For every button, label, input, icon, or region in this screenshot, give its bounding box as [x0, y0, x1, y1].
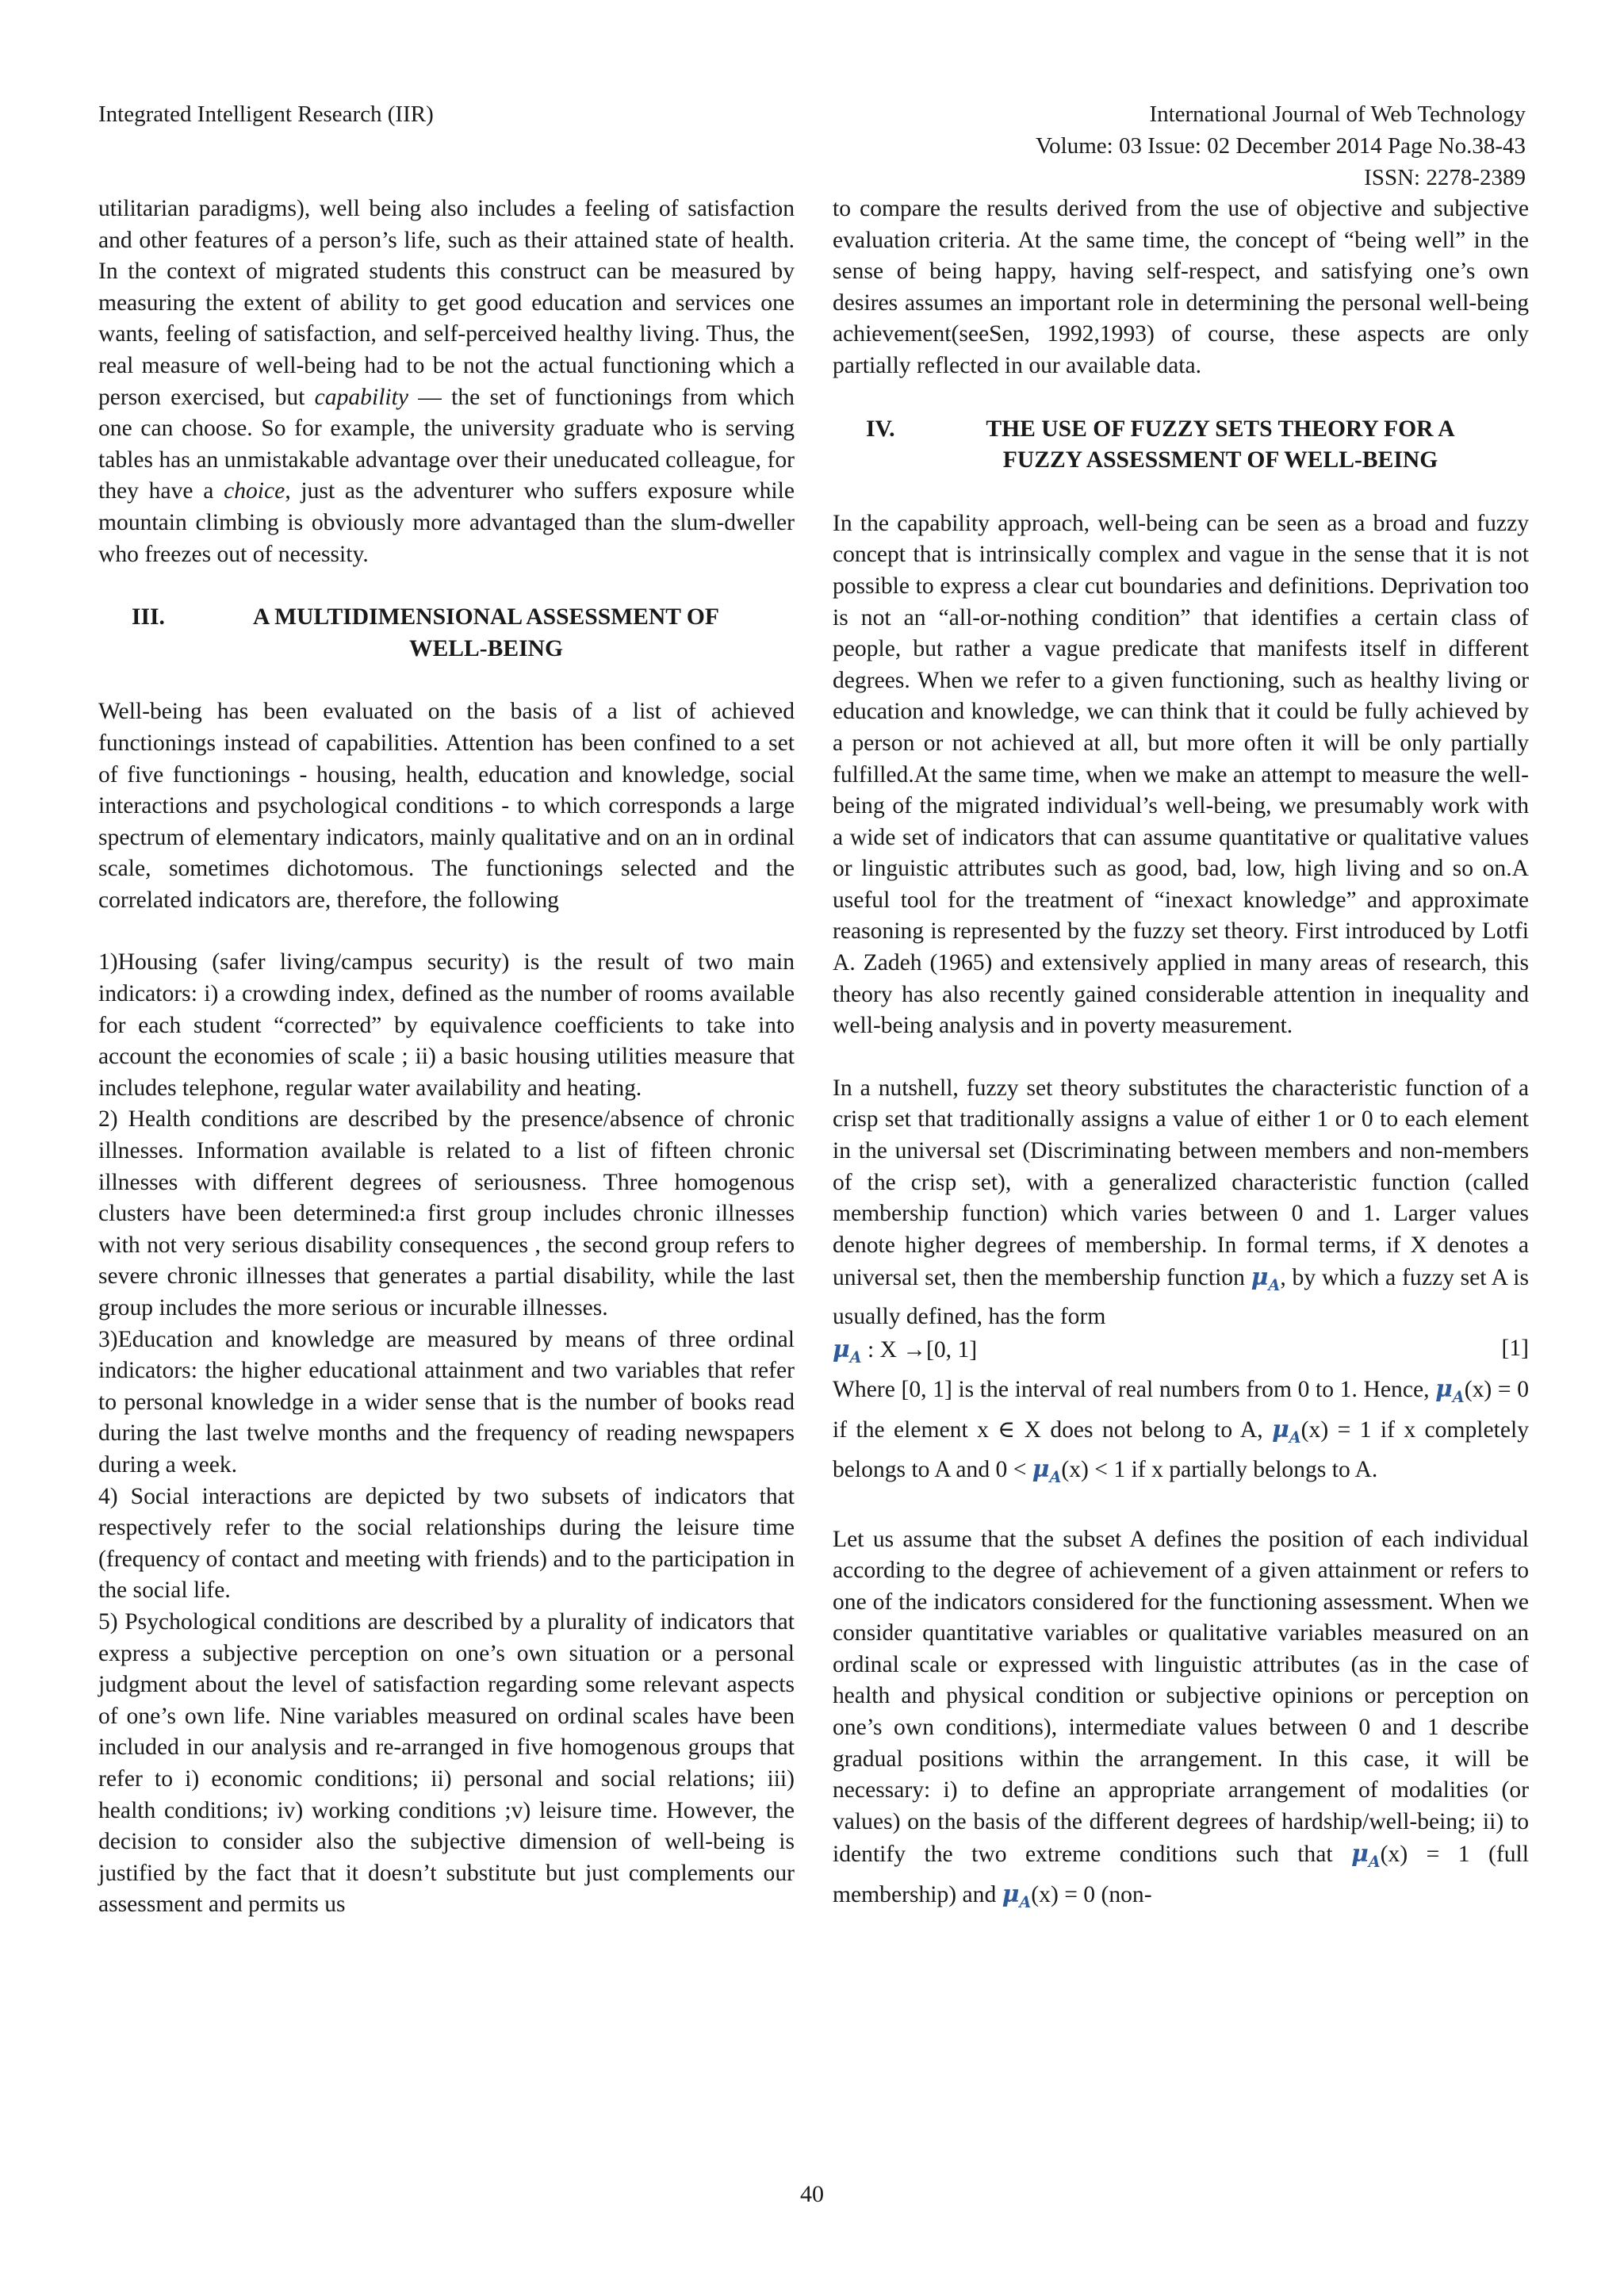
section-title-line2: FUZZY ASSESSMENT OF WELL-BEING: [1002, 447, 1438, 473]
equation-1: [833, 1333, 1529, 1374]
paragraph-interval: Where [0, 1] is the interval of real numbers from 0 to 1. Hence, $\mu_A(x) = 0$ if the element x ∈ X does not belong to A, $\mu_A(x) = 1$ if x completely belongs to A and $0 < \mu_A(x) < 1$ if x partially belongs to A.: [833, 1374, 1529, 1486]
mu-a-symbol: $\mu_A$: [1435, 1374, 1465, 1406]
paragraph-functionings: Well-being has been evaluated on the basis of a list of achieved functionings instead of capabilities. Attention has been confined to a set of five functionings - housing, health, education and knowledge, social interactions and psychological conditions - to which corresponds a large spectrum of elementary indicators, mainly qualitative and on an in ordinal scale, sometimes dichotomous. The functionings selected and the correlated indicators are, therefore, the following: [98, 699, 795, 913]
section-number: III.: [132, 604, 165, 631]
header-issn: ISSN: 2278-2389: [1364, 165, 1526, 190]
header-journal-left: Integrated Intelligent Research (IIR): [98, 102, 434, 127]
mu-a-symbol: $\mu_A$: [1272, 1414, 1301, 1447]
list-item-social: 4) Social interactions are depicted by two subsets of indicators that respectively refer to the social relationships during the leisure time (frequency of contact and meeting with friends) and to the participation in the social life.: [98, 1483, 795, 1604]
paragraph-fuzzy-nutshell: In a nutshell, fuzzy set theory substitutes the characteristic function of a crisp set that traditionally assigns a value of either 1 or 0 to each element in the universal set (Discriminating between members and non-members of the crisp set), with a generalized characteristic function (called membership function) which varies between 0 and 1. Larger values denote higher degrees of membership. In formal terms, if X denotes a universal set, then the membership function $\mu_A$, by which a fuzzy set A is usually defined, has the form: [833, 1075, 1529, 1329]
list-item-education: 3)Education and knowledge are measured by means of three ordinal indicators: the higher educational attainment and two variables that refer to personal knowledge in a wider sense that is the number of books read during the last twelve months and the frequency of reading newspapers during a week.: [98, 1326, 795, 1478]
section-title-line2: WELL-BEING: [408, 635, 564, 661]
left-column: [98, 194, 795, 1921]
list-item-health: 2) Health conditions are described by the presence/absence of chronic illnesses. Information available is related to a list of fifteen chronic illnesses with different degrees of seriousness. Three homogenous clusters have been determined:a first group includes chronic illnesses with not very serious disability consequences , the second group refers to severe chronic illnesses that generates a partial disability, while the last group includes the more serious or incurable illnesses.: [98, 1106, 795, 1320]
mu-a-symbol: $\mu_A$: [1251, 1263, 1281, 1295]
paragraph-capability-fuzzy: In the capability approach, well-being can be seen as a broad and fuzzy concept that is intrinsically complex and vague in the sense that it is not possible to express a clear cut boundaries and definitions. Deprivation too is not an “all-or-nothing condition” that identifies a certain class of people, but rather a vague predicate that manifests itself in different degrees. When we refer to a given functioning, such as healthy living or education and knowledge, we can think that it could be fully achieved by a person or not achieved at all, but more often it will be only partially fulfilled.At the same time, when we make an attempt to measure the well-being of the migrated individual’s well-being, we presumably work with a wide set of indicators that can assume quantitative or qualitative values or linguistic attributes such as good, bad, low, high living and so on.A useful tool for the treatment of “inexact knowledge” and approximate reasoning is represented by the fuzzy set theory. First introduced by Lotfi A. Zadeh (1965) and extensively applied in many areas of research, this theory has also recently gained considerable attention in inequality and well-being analysis and in poverty measurement.: [833, 510, 1529, 1039]
equation-body: : X →[0, 1]: [861, 1336, 978, 1363]
section-title-line1: A MULTIDIMENSIONAL ASSESSMENT OF: [253, 604, 719, 631]
section-number: IV.: [866, 416, 895, 442]
section-heading-iv: [833, 414, 1529, 477]
mu-a-symbol: $\mu_A$: [1032, 1455, 1062, 1486]
header-journal-right: [812, 98, 1526, 194]
paragraph-objective-subjective: to compare the results derived from the use of objective and subjective evaluation criteria. At the same time, the concept of “being well” in the sense of being happy, having self-respect, and satisfying one’s own desires assumes an important role in determining the personal well-being achievement(seeSen, 1992,1993) of course, these aspects are only partially reflected in our available data.: [833, 196, 1529, 378]
mu-a-symbol: $\mu_A$: [1351, 1839, 1381, 1872]
paragraph-wellbeing-capability: utilitarian paradigms), well being also includes a feeling of satisfaction and other features of a person’s life, such as their attained state of health. In the context of migrated students this construct can be measured by measuring the extent of ability to get good education and services one wants, feeling of satisfaction, and self-perceived healthy living. Thus, the real measure of well-being had to be not the actual functioning which a person exercised, but capability — the set of functionings from which one can choose. So for example, the university graduate who is serving tables has an unmistakable advantage over their uneducated colleague, for they have a choice, just as the adventurer who suffers exposure while mountain climbing is obviously more advantaged than the slum-dweller who freezes out of necessity.: [98, 196, 795, 567]
section-heading-iii: [98, 602, 795, 665]
section-title-line1: THE USE OF FUZZY SETS THEORY FOR A: [986, 416, 1455, 442]
list-item-psychological: 5) Psychological conditions are described by a plurality of indicators that express a subjective perception on one’s own situation or a personal judgment about the level of satisfaction regarding some relevant aspects of one’s own life. Nine variables measured on ordinal scales have been included in our analysis and re-arranged in five homogenous groups that refer to i) economic conditions; ii) personal and social relations; iii) health conditions; iv) working conditions ;v) leisure time. However, the decision to consider also the subjective dimension of well-being is justified by the fact that it doesn’t substitute but just complements our assessment and permits us: [98, 1608, 795, 1918]
list-item-housing: 1)Housing (safer living/campus security) is the result of two main indicators: i) a crowding index, defined as the number of rooms available for each student “corrected” by equivalence coefficients to take into account the economies of scale ; ii) a basic housing utilities measure that includes telephone, regular water availability and heating.: [98, 949, 795, 1101]
mu-a-symbol: $\mu_A$: [1002, 1879, 1032, 1911]
header-volume-issue: Volume: 03 Issue: 02 December 2014 Page No.38-43: [1035, 133, 1526, 159]
header-journal-title: International Journal of Web Technology: [1149, 102, 1526, 127]
equation-number: [1]: [1501, 1335, 1529, 1361]
mu-a-symbol: $\mu_A$: [833, 1334, 862, 1366]
page-number: 40: [800, 2181, 824, 2207]
right-column: [833, 194, 1529, 1918]
paragraph-subset-a: Let us assume that the subset A defines the position of each individual according to the degree of achievement of a given attainment or refers to one of the indicators considered for the functioning assessment. When we consider quantitative variables or qualitative variables measured on an ordinal scale or expressed with linguistic attributes (as in the case of health and physical condition or subjective opinions or perception on one’s own conditions), intermediate values between 0 and 1 describe gradual positions within the arrangement. In this case, it will be necessary: i) to define an appropriate arrangement of modalities (or values) on the basis of the different degrees of hardship/well-being; ii) to identify the two extreme conditions such that $\mu_A(x) = 1$ (full membership) and $\mu_A(x) = 0$ (non-: [833, 1526, 1530, 1911]
